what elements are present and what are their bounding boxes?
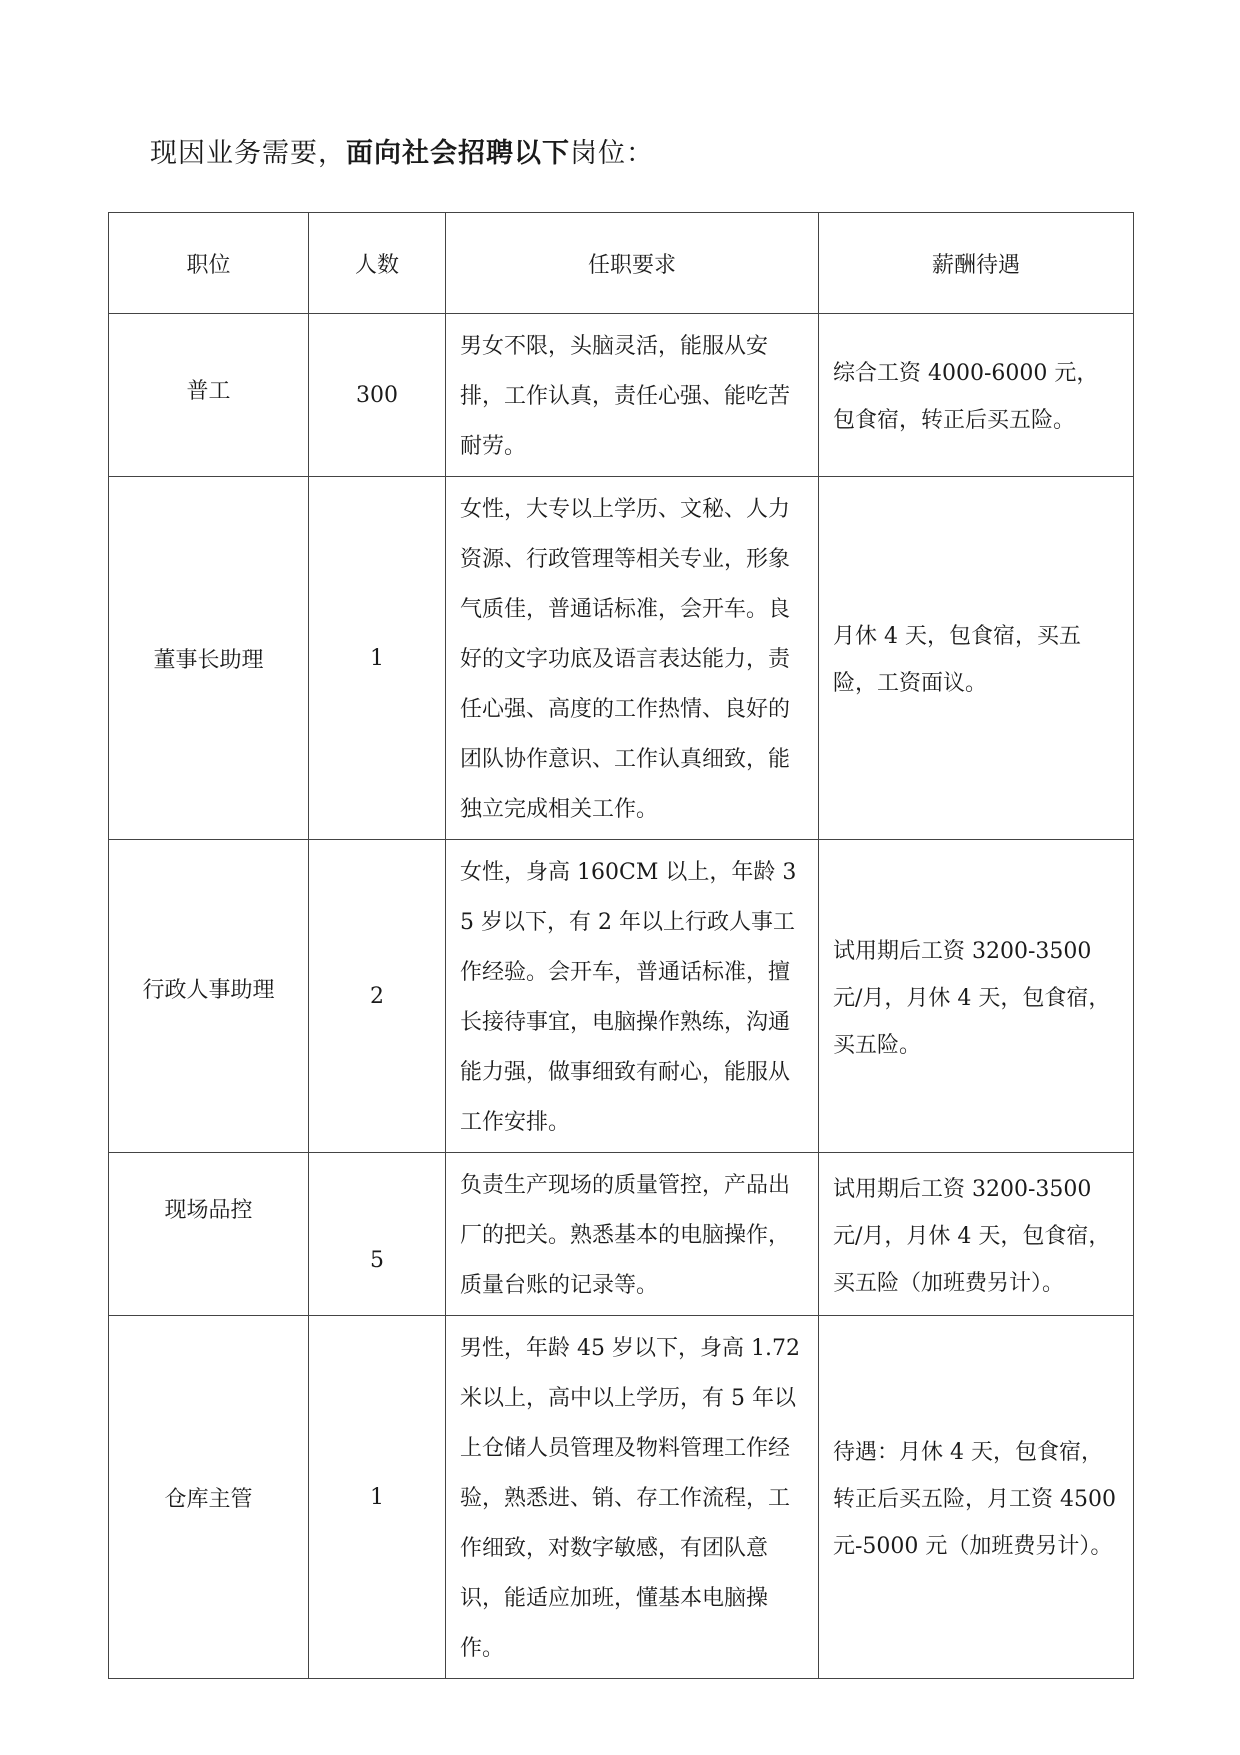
cell-requirements: 男女不限，头脑灵活，能服从安排，工作认真，责任心强、能吃苦耐劳。 — [446, 314, 819, 477]
cell-requirements: 男性，年龄 45 岁以下，身高 1.72 米以上，高中以上学历，有 5 年以上仓储人员管理及物料管理工作经验，熟悉进、销、存工作流程，工作细致，对数字敏感，有团队意识，能适应加班，懂基本电脑操作。 — [446, 1316, 819, 1679]
position-text: 行政人事助理 — [142, 977, 275, 1003]
table-row — [109, 314, 1134, 477]
header-count: 人数 — [309, 213, 446, 314]
cell-count — [309, 477, 446, 840]
count-text: 1 — [370, 1484, 384, 1510]
cell-salary: 月休 4 天，包食宿，买五险，工资面议。 — [819, 477, 1134, 840]
position-text: 董事长助理 — [153, 647, 264, 673]
cell-position — [109, 840, 309, 1153]
table-header-row — [109, 213, 1134, 314]
table-row — [109, 840, 1134, 1153]
cell-salary: 待遇：月休 4 天，包食宿，转正后买五险，月工资 4500 元-5000 元（加班费另计）。 — [819, 1316, 1134, 1679]
intro-text-3: 岗位： — [570, 138, 654, 169]
intro-text-2: 面向社会招聘以下 — [346, 138, 570, 169]
cell-requirements: 负责生产现场的质量管控，产品出厂的把关。熟悉基本的电脑操作，质量台账的记录等。 — [446, 1153, 819, 1316]
header-requirements: 任职要求 — [446, 213, 819, 314]
count-text: 5 — [370, 1247, 384, 1273]
cell-requirements: 女性，身高 160CM 以上，年龄 35 岁以下，有 2 年以上行政人事工作经验。会开车，普通话标准，擅长接待事宜，电脑操作熟练，沟通能力强，做事细致有耐心，能服从工作安排。 — [446, 840, 819, 1153]
cell-salary: 试用期后工资 3200-3500 元/月，月休 4 天，包食宿，买五险。 — [819, 840, 1134, 1153]
cell-position — [109, 477, 309, 840]
table-row — [109, 1316, 1134, 1679]
cell-salary: 综合工资 4000-6000 元，包食宿，转正后买五险。 — [819, 314, 1134, 477]
count-text: 2 — [370, 983, 384, 1009]
position-text: 仓库主管 — [164, 1486, 253, 1512]
cell-count — [309, 840, 446, 1153]
cell-position — [109, 1153, 309, 1316]
count-text: 1 — [370, 645, 384, 671]
jobs-table — [108, 212, 1134, 1679]
cell-position — [109, 314, 309, 477]
header-salary: 薪酬待遇 — [819, 213, 1134, 314]
count-text: 300 — [356, 382, 398, 408]
cell-requirements: 女性，大专以上学历、文秘、人力资源、行政管理等相关专业，形象气质佳，普通话标准，会开车。良好的文字功底及语言表达能力，责任心强、高度的工作热情、良好的团队协作意识、工作认真细致，能独立完成相关工作。 — [446, 477, 819, 840]
intro-text-1: 现因业务需要， — [150, 138, 346, 169]
table-row — [109, 477, 1134, 840]
cell-count — [309, 1316, 446, 1679]
header-position: 职位 — [109, 213, 309, 314]
cell-count — [309, 314, 446, 477]
position-text: 现场品控 — [164, 1197, 253, 1223]
cell-position — [109, 1316, 309, 1679]
intro-heading — [150, 134, 654, 174]
cell-salary: 试用期后工资 3200-3500 元/月，月休 4 天，包食宿，买五险（加班费另计）。 — [819, 1153, 1134, 1316]
table-row — [109, 1153, 1134, 1316]
cell-count — [309, 1153, 446, 1316]
position-text: 普工 — [186, 378, 231, 404]
